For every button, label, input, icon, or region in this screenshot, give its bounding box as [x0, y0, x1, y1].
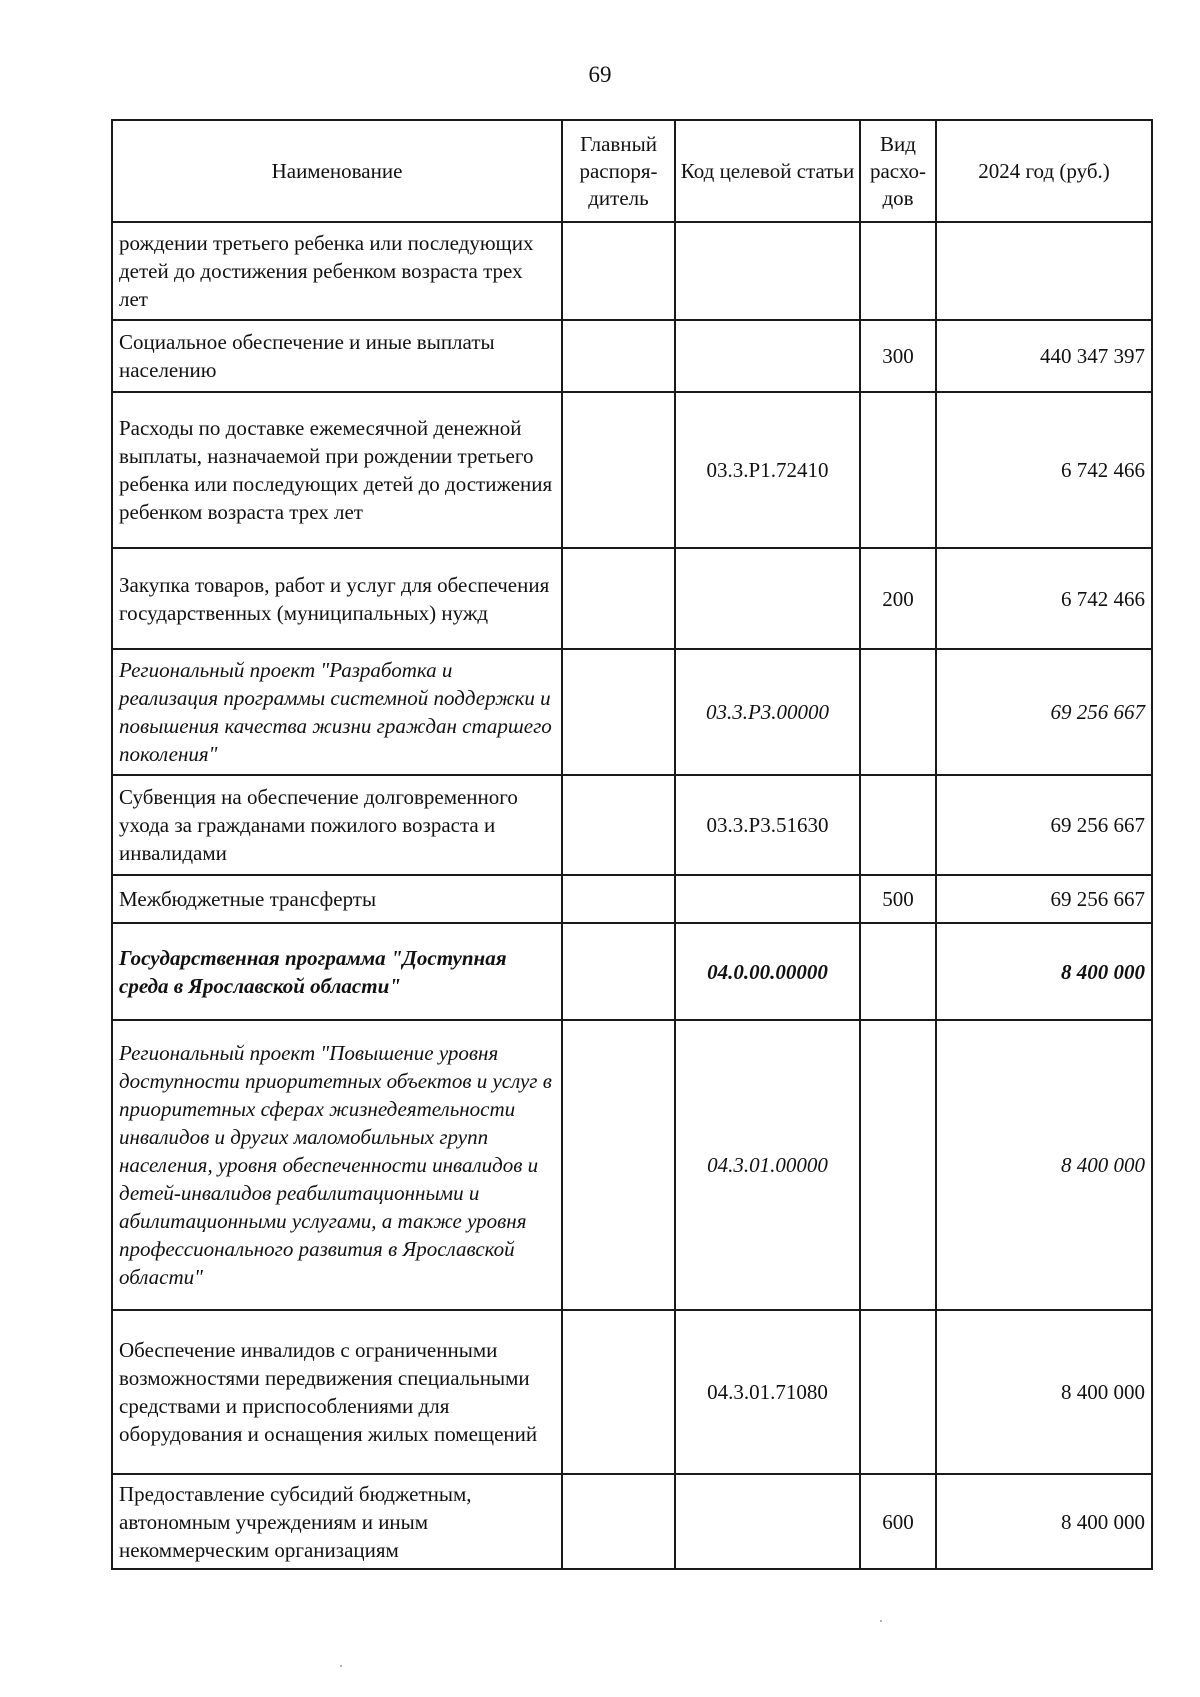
header-row: [112, 120, 1152, 222]
table-row: [112, 392, 1152, 548]
row-type: [860, 1310, 936, 1474]
row-name: Региональный проект "Разработка и реализация программы системной поддержки и повышения качества жизни граждан старшего поколения": [112, 649, 562, 775]
table-row: [112, 222, 1152, 320]
row-code: [675, 1474, 860, 1569]
row-admin: [562, 875, 675, 923]
row-amount: 440 347 397: [936, 320, 1152, 392]
row-type: [860, 392, 936, 548]
table-row: [112, 775, 1152, 875]
row-admin: [562, 649, 675, 775]
row-amount: 8 400 000: [936, 1020, 1152, 1310]
budget-table: [111, 119, 1153, 1570]
header-type: Вид расхо-дов: [860, 120, 936, 222]
row-code: 04.0.00.00000: [675, 923, 860, 1020]
row-admin: [562, 392, 675, 548]
row-amount: 69 256 667: [936, 875, 1152, 923]
row-amount: 6 742 466: [936, 548, 1152, 649]
row-admin: [562, 923, 675, 1020]
row-admin: [562, 1474, 675, 1569]
row-name: Региональный проект "Повышение уровня доступности приоритетных объектов и услуг в приоритетных сферах жизнедеятельности инвалидов и других маломобильных групп населения, уровня обеспеченности инвалидов и детей-инвалидов реабилитационными и абилитационными услугами, а также уровня профессионального развития в Ярославской области": [112, 1020, 562, 1310]
row-code: 04.3.01.00000: [675, 1020, 860, 1310]
scan-speck: [880, 1620, 882, 1622]
row-admin: [562, 548, 675, 649]
header-amount: 2024 год (руб.): [936, 120, 1152, 222]
header-code: Код целевой статьи: [675, 120, 860, 222]
row-name: Обеспечение инвалидов с ограниченными возможностями передвижения специальными средствами и приспособлениями для оборудования и оснащения жилых помещений: [112, 1310, 562, 1474]
row-type: [860, 775, 936, 875]
page-number: 69: [588, 62, 612, 87]
row-code: [675, 548, 860, 649]
row-type: [860, 1020, 936, 1310]
row-code: 04.3.01.71080: [675, 1310, 860, 1474]
table-row: [112, 1310, 1152, 1474]
header-name: Наименование: [112, 120, 562, 222]
row-name: Межбюджетные трансферты: [112, 875, 562, 923]
row-name: Закупка товаров, работ и услуг для обеспечения государственных (муниципальных) нужд: [112, 548, 562, 649]
row-name: Социальное обеспечение и иные выплаты населению: [112, 320, 562, 392]
table-row: [112, 1020, 1152, 1310]
row-code: 03.3.P3.51630: [675, 775, 860, 875]
table-row: [112, 320, 1152, 392]
row-type: [860, 923, 936, 1020]
table-row: [112, 875, 1152, 923]
row-type: 200: [860, 548, 936, 649]
row-admin: [562, 222, 675, 320]
row-amount: 69 256 667: [936, 775, 1152, 875]
row-admin: [562, 1020, 675, 1310]
table-row: [112, 649, 1152, 775]
row-type: 600: [860, 1474, 936, 1569]
row-name: Государственная программа "Доступная среда в Ярославской области": [112, 923, 562, 1020]
row-type: [860, 649, 936, 775]
row-code: 03.3.P3.00000: [675, 649, 860, 775]
row-code: [675, 222, 860, 320]
table-row: [112, 548, 1152, 649]
table-row: [112, 1474, 1152, 1569]
row-type: [860, 222, 936, 320]
row-name: Предоставление субсидий бюджетным, автономным учреждениям и иным некоммерческим организациям: [112, 1474, 562, 1569]
row-code: [675, 875, 860, 923]
row-amount: 69 256 667: [936, 649, 1152, 775]
table-row: [112, 923, 1152, 1020]
row-code: 03.3.P1.72410: [675, 392, 860, 548]
row-code: [675, 320, 860, 392]
row-admin: [562, 320, 675, 392]
row-amount: 6 742 466: [936, 392, 1152, 548]
row-name: рождении третьего ребенка или последующих детей до достижения ребенком возраста трех лет: [112, 222, 562, 320]
row-name: Субвенция на обеспечение долговременного ухода за гражданами пожилого возраста и инвалидами: [112, 775, 562, 875]
row-amount: [936, 222, 1152, 320]
row-amount: 8 400 000: [936, 1474, 1152, 1569]
row-amount: 8 400 000: [936, 923, 1152, 1020]
scan-speck: [340, 1665, 342, 1667]
row-type: 300: [860, 320, 936, 392]
header-admin: Главный распоря-дитель: [562, 120, 675, 222]
row-admin: [562, 775, 675, 875]
row-admin: [562, 1310, 675, 1474]
row-name: Расходы по доставке ежемесячной денежной выплаты, назначаемой при рождении третьего ребенка или последующих детей до достижения ребенком возраста трех лет: [112, 392, 562, 548]
row-amount: 8 400 000: [936, 1310, 1152, 1474]
row-type: 500: [860, 875, 936, 923]
